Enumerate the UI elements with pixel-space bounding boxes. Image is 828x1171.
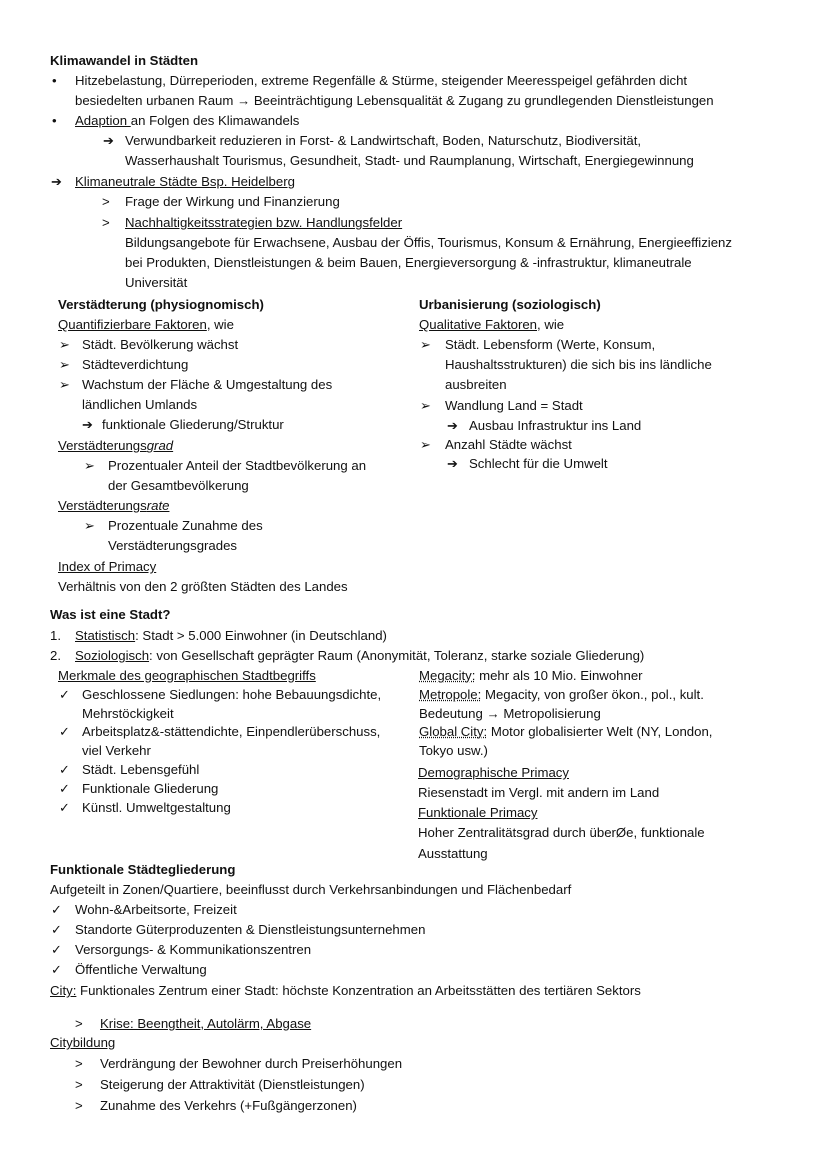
verstaedterungsrate-heading [58, 496, 169, 516]
citybildung-heading: Citybildung [50, 1035, 116, 1050]
checkmark-icon: ✓ [51, 902, 63, 917]
arrowhead-bullet-icon: ➢ [84, 458, 96, 473]
arrowhead-bullet-icon: ➢ [420, 337, 432, 352]
heading-urbanisierung: Urbanisierung (soziologisch) [419, 297, 601, 312]
arrow-icon: ➔ [103, 133, 115, 148]
arrowhead-bullet-icon: ➢ [420, 437, 432, 452]
checkmark-icon: ✓ [59, 687, 71, 702]
text-line: Wasserhaushalt Tourismus, Gesundheit, Stadt- und Raumplanung, Wirtschaft, Energiegewinnung [125, 153, 694, 168]
text-span: Metropole: [419, 687, 482, 702]
text-line: viel Verkehr [82, 743, 151, 758]
arrowhead-bullet-icon: ➢ [59, 337, 71, 352]
nachhaltigkeit-heading: Nachhaltigkeitsstrategien bzw. Handlungsfelder [125, 215, 403, 230]
caret-icon: > [75, 1077, 83, 1092]
qual-line [419, 315, 564, 335]
text-line: Funktionale Gliederung [82, 781, 219, 796]
text-line: Bedeutung → Metropolisierung [419, 706, 601, 721]
list-number: 2. [50, 648, 61, 663]
arrowhead-bullet-icon: ➢ [84, 518, 96, 533]
text-line: Universität [125, 275, 188, 290]
klimaneutral-heading: Klimaneutrale Städte Bsp. Heidelberg [75, 174, 295, 189]
text-line: besiedelten urbanen Raum → Beeinträchtigung Lebensqualität & Zugang zu grundlegenden Dienstleistungen [75, 93, 714, 108]
text-span: , wie [206, 317, 234, 332]
text-line: Haushaltsstrukturen) die sich bis ins ländliche [445, 357, 712, 372]
text-span: Megacity: [419, 668, 476, 683]
text-line: Ausbau Infrastruktur ins Land [469, 418, 642, 433]
text-line: Künstl. Umweltgestaltung [82, 800, 231, 815]
qual-term: Qualitative Faktoren [419, 317, 538, 332]
checkmark-icon: ✓ [51, 922, 63, 937]
arrow-icon: ➔ [51, 174, 63, 189]
text-line: Städteverdichtung [82, 357, 189, 372]
quant-line [58, 315, 234, 335]
text-line: Wandlung Land = Stadt [445, 398, 583, 413]
text-line: Städt. Lebensform (Werte, Konsum, [445, 337, 656, 352]
text-line: Aufgeteilt in Zonen/Quartiere, beeinflusst durch Verkehrsanbindungen und Flächenbedarf [50, 882, 572, 897]
text-span: Statistisch [75, 628, 136, 643]
globalcity-line [419, 722, 712, 742]
text-span: Soziologisch [75, 648, 150, 663]
text-line: der Gesamtbevölkerung [108, 478, 249, 493]
caret-icon: > [102, 194, 110, 209]
text-line: Hitzebelastung, Dürreperioden, extreme Regenfälle & Stürme, steigender Meeresspeigel gefährden dicht [75, 73, 688, 88]
bullet-dot: • [52, 113, 57, 128]
heading-was-ist-eine-stadt: Was ist eine Stadt? [50, 607, 171, 622]
statistisch-line [75, 626, 387, 646]
text-line: Versorgungs- & Kommunikationszentren [75, 942, 312, 957]
text-line: Verdrängung der Bewohner durch Preiserhöhungen [100, 1056, 403, 1071]
text-span: : von Gesellschaft geprägter Raum (Anonymität, Toleranz, starke soziale Gliederung) [149, 648, 645, 663]
text-line: Schlecht für die Umwelt [469, 456, 608, 471]
merkmale-heading: Merkmale des geographischen Stadtbegriffs [58, 668, 316, 683]
adaption-term: Adaption [75, 113, 131, 128]
text-line: Steigerung der Attraktivität (Dienstleistungen) [100, 1077, 365, 1092]
text-line: Standorte Güterproduzenten & Dienstleistungsunternehmen [75, 922, 426, 937]
text-line: Bildungsangebote für Erwachsene, Ausbau der Öffis, Tourismus, Konsum & Ernährung, Energieeffizienz [125, 235, 732, 250]
list-number: 1. [50, 628, 61, 643]
city-definition-line [50, 981, 641, 1001]
text-line: Arbeitsplatz&-stättendichte, Einpendlerüberschuss, [82, 724, 381, 739]
text-span: an Folgen des Klimawandels [130, 113, 300, 128]
text-span: Verstädterungs [58, 498, 147, 513]
verstaedterungsgrad-heading [58, 436, 173, 456]
checkmark-icon: ✓ [59, 800, 71, 815]
text-line: Wachstum der Fläche & Umgestaltung des [82, 377, 333, 392]
checkmark-icon: ✓ [59, 781, 71, 796]
text-line: Prozentualer Anteil der Stadtbevölkerung an [108, 458, 367, 473]
text-line: ausbreiten [445, 377, 507, 392]
text-span: : Stadt > 5.000 Einwohner (in Deutschland) [135, 628, 387, 643]
caret-icon: > [75, 1016, 83, 1031]
text-line: Öffentliche Verwaltung [75, 962, 207, 977]
adaption-line [75, 111, 299, 131]
checkmark-icon: ✓ [59, 762, 71, 777]
quant-term: Quantifizierbare Faktoren [58, 317, 207, 332]
text-line: Ausstattung [418, 846, 488, 861]
text-span: grad [146, 438, 174, 453]
checkmark-icon: ✓ [51, 942, 63, 957]
text-span: Funktionales Zentrum einer Stadt: höchste Konzentration an Arbeitsstätten des tertiären Sektors [76, 983, 641, 998]
caret-icon: > [75, 1098, 83, 1113]
text-span: Megacity, von großer ökon., pol., kult. [481, 687, 704, 702]
arrowhead-bullet-icon: ➢ [420, 398, 432, 413]
arrow-icon: ➔ [82, 417, 94, 432]
text-span: mehr als 10 Mio. Einwohner [475, 668, 643, 683]
text-span: Verstädterungs [58, 438, 147, 453]
text-span: City: [50, 983, 77, 998]
text-span: Motor globalisierter Welt (NY, London, [487, 724, 713, 739]
megacity-line [419, 666, 643, 686]
heading-verstaedterung: Verstädterung (physiognomisch) [58, 297, 264, 312]
text-line: Riesenstadt im Vergl. mit andern im Land [418, 785, 660, 800]
text-line: Prozentuale Zunahme des [108, 518, 263, 533]
text-line: Städt. Bevölkerung wächst [82, 337, 239, 352]
text-line: Zunahme des Verkehrs (+Fußgängerzonen) [100, 1098, 357, 1113]
heading-klimawandel: Klimawandel in Städten [50, 53, 199, 68]
text-line: Wohn-&Arbeitsorte, Freizeit [75, 902, 237, 917]
funktionale-primacy-heading: Funktionale Primacy [418, 805, 538, 820]
text-line: bei Produkten, Dienstleistungen & beim Bauen, Energieversorgung & -infrastruktur, klimaneutrale [125, 255, 692, 270]
text-line: Tokyo usw.) [419, 743, 488, 758]
arrow-icon: ➔ [447, 456, 459, 471]
text-line: funktionale Gliederung/Struktur [102, 417, 284, 432]
text-span: rate [146, 498, 170, 513]
text-line: Städt. Lebensgefühl [82, 762, 200, 777]
text-line: Mehrstöckigkeit [82, 706, 174, 721]
text-line: Verhältnis von den 2 größten Städten des Landes [58, 579, 348, 594]
arrow-icon: ➔ [447, 418, 459, 433]
text-line: Frage der Wirkung und Finanzierung [125, 194, 340, 209]
heading-funktionale-staedtegliederung: Funktionale Städtegliederung [50, 862, 236, 877]
krise-line: Krise: Beengtheit, Autolärm, Abgase [100, 1016, 312, 1031]
checkmark-icon: ✓ [51, 962, 63, 977]
metropole-line [419, 685, 704, 705]
soziologisch-line [75, 646, 644, 666]
text-line: Verstädterungsgrades [108, 538, 238, 553]
arrowhead-bullet-icon: ➢ [59, 377, 71, 392]
bullet-dot: • [52, 73, 57, 88]
caret-icon: > [102, 215, 110, 230]
demographische-primacy-heading: Demographische Primacy [418, 765, 569, 780]
text-line: ländlichen Umlands [82, 397, 198, 412]
text-span: Global City: [419, 724, 488, 739]
text-line: Geschlossene Siedlungen: hohe Bebauungsdichte, [82, 687, 382, 702]
arrowhead-bullet-icon: ➢ [59, 357, 71, 372]
checkmark-icon: ✓ [59, 724, 71, 739]
text-span: , wie [537, 317, 565, 332]
text-line: Hoher Zentralitätsgrad durch überØe, funktionale [418, 825, 705, 840]
index-of-primacy-heading: Index of Primacy [58, 559, 157, 574]
text-line: Verwundbarkeit reduzieren in Forst- & Landwirtschaft, Boden, Naturschutz, Biodiversität, [125, 133, 642, 148]
caret-icon: > [75, 1056, 83, 1071]
text-line: Anzahl Städte wächst [445, 437, 572, 452]
